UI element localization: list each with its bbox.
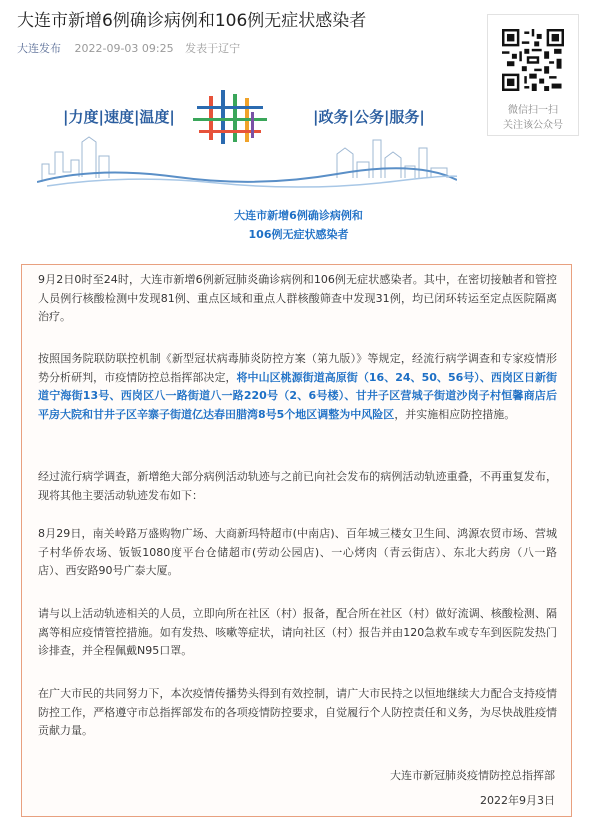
banner-slogan-right: |政务|公务|服务| (313, 108, 425, 126)
header-banner (37, 82, 457, 190)
article-title: 大连市新增6例确诊病例和106例无症状感染者 (17, 11, 367, 31)
bulletin-content-box (21, 264, 572, 817)
dalian-logo-icon (193, 90, 267, 144)
paragraph-5: 请与以上活动轨迹相关的人员，立即向所在社区（村）报备，配合所在社区（村）做好流调、核酸检测、隔离等相应疫情管控措施。如有发热、咳嗽等症状，请向社区（村）报告并由120急救车或专车到医院发热门诊排查，并全程佩戴N95口罩。 (38, 607, 557, 657)
paragraph-2-highlight: 将中山区桃源街道高原街（16、24、50、56号）、西岗区日新街道宁海街13号、西岗区八一路街道八一路220号（2、6号楼）、甘井子区营城子街道沙岗子村恒馨商店后平房大院和甘井子区辛寨子街道亿达春田腊湾8号5个地区调整为中风险区 (38, 370, 558, 421)
signature-organization: 大连市新冠肺炎疫情防控总指挥部 (390, 769, 555, 782)
subtitle-line-1: 大连市新增6例确诊病例和 (234, 209, 363, 222)
qr-code-image[interactable] (502, 29, 564, 91)
paragraph-6: 在广大市民的共同努力下，本次疫情传播势头得到有效控制，请广大市民持之以恒地继续大力配合支持疫情防控工作，严格遵守市总指挥部发布的各项疫情防控要求，自觉履行个人防控责任和义务，为尽快战胜疫情贡献力量。 (38, 687, 557, 737)
paragraph-2-text-b: ，并实施相应防控措施。 (394, 407, 516, 421)
paragraph-2 (38, 350, 557, 424)
subtitle-line-2: 106例无症状感染者 (248, 228, 349, 241)
publish-time: 2022-09-03 09:25 (74, 42, 174, 55)
qr-caption-follow: 关注该公众号 (503, 120, 563, 131)
publish-location: 发表于辽宁 (185, 42, 241, 55)
paragraph-2-text-a: 按照国务院联防联控机制《新型冠状病毒肺炎防控方案（第九版）》等规定，经流行病学调查和专家疫情形势分析研判，市疫情防控总指挥部决定， (38, 352, 557, 384)
banner-slogan-left: |力度|速度|温度| (63, 108, 175, 126)
qr-code-panel (487, 14, 579, 136)
account-name-link[interactable]: 大连发布 (17, 42, 61, 55)
qr-caption-scan: 微信扫一扫 (508, 105, 558, 116)
paragraph-1: 9月2日0时至24时，大连市新增6例新冠肺炎确诊病例和106例无症状感染者。其中，在密切接触者和管控人员例行核酸检测中发现81例、重点区域和重点人群核酸筛查中发现31例，均已闭环转运至定点医院隔离治疗。 (38, 273, 557, 323)
paragraph-4: 8月29日，南关岭路万盛购物广场、大商新玛特超市(中南店)、百年城三楼女卫生间、鸿源农贸市场、营城子村华侨农场、钣钣1080度平台仓储超市(劳动公园店)、一心烤肉（青云街店）、东北大药房（八一路店）、西安路90号广泰大厦。 (38, 527, 557, 577)
paragraph-3: 经过流行病学调查，新增绝大部分病例活动轨迹与之前已向社会发布的病例活动轨迹重叠，不再重复发布，现将其他主要活动轨迹发布如下： (38, 470, 557, 502)
city-skyline-illustration (37, 82, 457, 190)
signature-date: 2022年9月3日 (480, 794, 555, 807)
article-meta (17, 40, 240, 56)
